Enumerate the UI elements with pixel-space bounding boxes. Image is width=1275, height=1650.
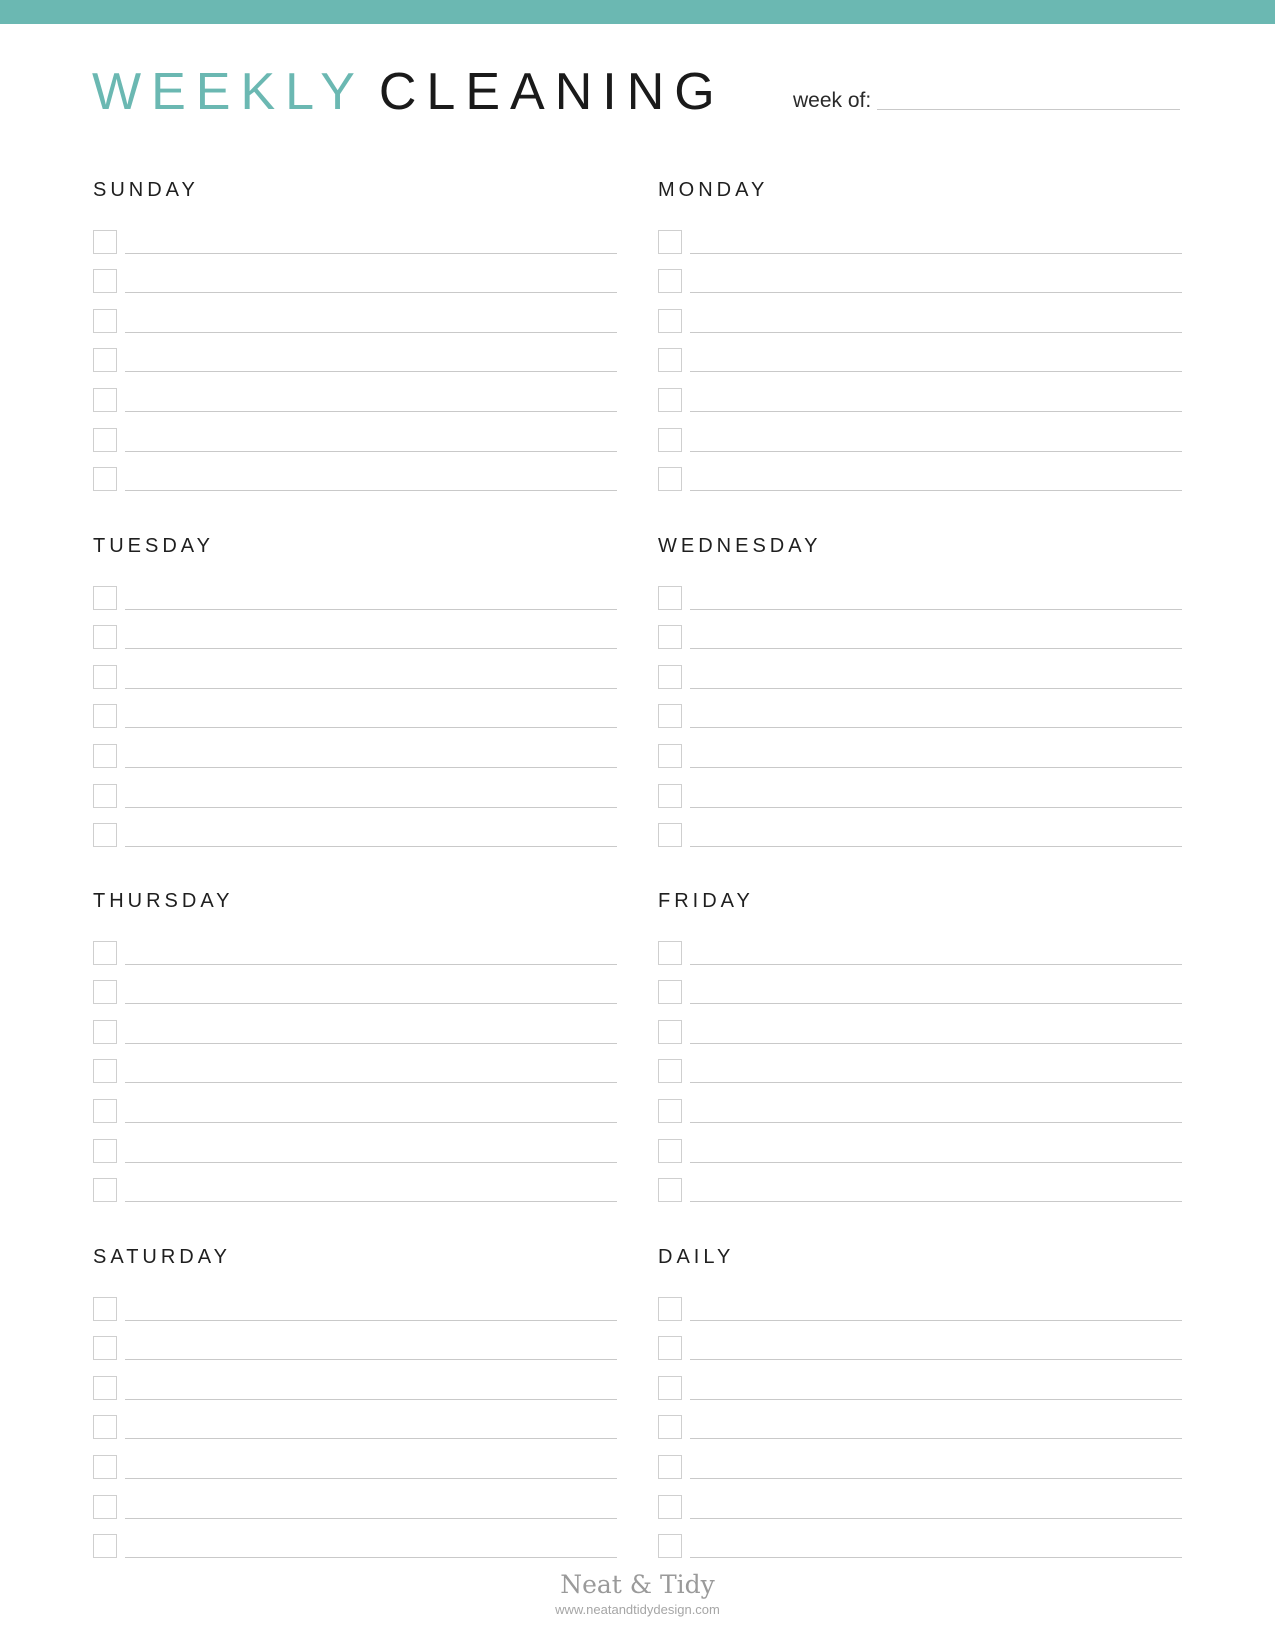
task-line-input[interactable] — [690, 451, 1182, 452]
task-line-input[interactable] — [690, 411, 1182, 412]
task-row — [658, 732, 1182, 772]
checkbox[interactable] — [658, 625, 682, 649]
task-row — [93, 929, 617, 969]
checkbox[interactable] — [93, 1336, 117, 1360]
task-line-input[interactable] — [690, 332, 1182, 333]
task-line-input[interactable] — [125, 1399, 617, 1400]
task-line-input[interactable] — [690, 292, 1182, 293]
checkbox[interactable] — [93, 269, 117, 293]
task-line-input[interactable] — [125, 1082, 617, 1083]
checkbox[interactable] — [658, 348, 682, 372]
checkbox[interactable] — [658, 941, 682, 965]
task-line-input[interactable] — [125, 1518, 617, 1519]
task-line-input[interactable] — [690, 648, 1182, 649]
task-line-input[interactable] — [125, 1438, 617, 1439]
footer-brand: Neat & Tidy — [560, 1570, 715, 1599]
section-saturday — [93, 1245, 617, 1562]
top-accent-bar — [0, 0, 1275, 24]
section-title: SATURDAY — [93, 1246, 231, 1268]
task-line-input[interactable] — [690, 964, 1182, 965]
task-row — [93, 614, 617, 654]
task-line-input[interactable] — [690, 371, 1182, 372]
task-line-input[interactable] — [690, 253, 1182, 254]
week-of-field — [793, 88, 1180, 114]
task-list — [658, 929, 1182, 1206]
checkbox[interactable] — [658, 586, 682, 610]
week-of-label: week of: — [793, 89, 872, 112]
task-line-input[interactable] — [125, 451, 617, 452]
task-line-input[interactable] — [125, 846, 617, 847]
task-row — [658, 693, 1182, 733]
checkbox[interactable] — [93, 941, 117, 965]
task-line-input[interactable] — [690, 688, 1182, 689]
task-row — [93, 297, 617, 337]
task-line-input[interactable] — [125, 727, 617, 728]
checkbox[interactable] — [93, 586, 117, 610]
task-row — [658, 1364, 1182, 1404]
task-line-input[interactable] — [125, 1043, 617, 1044]
section-monday — [658, 178, 1182, 495]
checkbox[interactable] — [93, 467, 117, 491]
task-list — [658, 574, 1182, 851]
task-row — [93, 1483, 617, 1523]
task-row — [93, 812, 617, 852]
checkbox[interactable] — [658, 980, 682, 1004]
task-line-input[interactable] — [690, 1557, 1182, 1558]
checkbox[interactable] — [93, 1415, 117, 1439]
task-row — [658, 1167, 1182, 1207]
task-list — [93, 218, 617, 495]
task-row — [93, 1087, 617, 1127]
task-row — [93, 1404, 617, 1444]
task-line-input[interactable] — [125, 490, 617, 491]
task-row — [658, 653, 1182, 693]
task-row — [658, 1048, 1182, 1088]
task-list — [658, 1285, 1182, 1562]
task-row — [658, 1404, 1182, 1444]
checkbox[interactable] — [658, 744, 682, 768]
checkbox[interactable] — [93, 665, 117, 689]
task-line-input[interactable] — [125, 332, 617, 333]
task-line-input[interactable] — [125, 767, 617, 768]
task-line-input[interactable] — [125, 1003, 617, 1004]
task-row — [93, 693, 617, 733]
task-row — [658, 376, 1182, 416]
task-line-input[interactable] — [125, 1162, 617, 1163]
checkbox[interactable] — [658, 1534, 682, 1558]
checkbox[interactable] — [93, 1059, 117, 1083]
checkbox[interactable] — [658, 665, 682, 689]
task-line-input[interactable] — [125, 371, 617, 372]
task-row — [93, 456, 617, 496]
checkbox[interactable] — [93, 1020, 117, 1044]
page-title — [92, 62, 725, 122]
checkbox[interactable] — [658, 230, 682, 254]
checkbox[interactable] — [658, 1059, 682, 1083]
task-row — [93, 1285, 617, 1325]
checkbox[interactable] — [658, 1178, 682, 1202]
task-row — [658, 456, 1182, 496]
task-line-input[interactable] — [690, 727, 1182, 728]
task-row — [93, 1325, 617, 1365]
task-line-input[interactable] — [690, 1438, 1182, 1439]
section-daily — [658, 1245, 1182, 1562]
checkbox[interactable] — [658, 269, 682, 293]
task-line-input[interactable] — [125, 609, 617, 610]
checkbox[interactable] — [658, 1297, 682, 1321]
checkbox[interactable] — [93, 1455, 117, 1479]
task-row — [658, 1483, 1182, 1523]
section-title: WEDNESDAY — [658, 535, 822, 557]
task-line-input[interactable] — [690, 1082, 1182, 1083]
task-line-input[interactable] — [690, 1122, 1182, 1123]
task-line-input[interactable] — [125, 1359, 617, 1360]
task-row — [658, 574, 1182, 614]
checkbox[interactable] — [658, 1376, 682, 1400]
checkbox[interactable] — [658, 428, 682, 452]
task-row — [658, 1325, 1182, 1365]
task-line-input[interactable] — [690, 1320, 1182, 1321]
checkbox[interactable] — [93, 784, 117, 808]
task-row — [93, 574, 617, 614]
task-row — [93, 653, 617, 693]
task-line-input[interactable] — [690, 609, 1182, 610]
section-tuesday — [93, 534, 617, 851]
task-line-input[interactable] — [690, 1162, 1182, 1163]
task-row — [658, 258, 1182, 298]
checkbox[interactable] — [93, 309, 117, 333]
task-row — [658, 1523, 1182, 1563]
checkbox[interactable] — [93, 1099, 117, 1123]
task-row — [658, 812, 1182, 852]
task-line-input[interactable] — [690, 1518, 1182, 1519]
task-row — [93, 376, 617, 416]
task-row — [93, 1443, 617, 1483]
task-list — [93, 929, 617, 1206]
task-row — [93, 416, 617, 456]
task-row — [658, 1285, 1182, 1325]
task-row — [658, 929, 1182, 969]
section-title: THURSDAY — [93, 890, 234, 912]
task-row — [658, 1008, 1182, 1048]
task-line-input[interactable] — [125, 253, 617, 254]
task-list — [658, 218, 1182, 495]
task-line-input[interactable] — [690, 1359, 1182, 1360]
section-wednesday — [658, 534, 1182, 851]
task-row — [93, 258, 617, 298]
section-thursday — [93, 889, 617, 1206]
checkbox[interactable] — [93, 428, 117, 452]
checkbox[interactable] — [93, 1495, 117, 1519]
task-line-input[interactable] — [690, 1201, 1182, 1202]
checkbox[interactable] — [658, 1495, 682, 1519]
task-row — [93, 337, 617, 377]
section-friday — [658, 889, 1182, 1206]
checkbox[interactable] — [93, 744, 117, 768]
checkbox[interactable] — [658, 1139, 682, 1163]
task-row — [93, 1127, 617, 1167]
task-row — [93, 1008, 617, 1048]
task-row — [93, 1364, 617, 1404]
task-line-input[interactable] — [125, 648, 617, 649]
task-line-input[interactable] — [125, 1320, 617, 1321]
task-list — [93, 1285, 617, 1562]
checkbox[interactable] — [93, 704, 117, 728]
task-line-input[interactable] — [125, 807, 617, 808]
task-line-input[interactable] — [125, 964, 617, 965]
checkbox[interactable] — [93, 388, 117, 412]
task-line-input[interactable] — [690, 767, 1182, 768]
task-row — [93, 1523, 617, 1563]
checkbox[interactable] — [93, 1297, 117, 1321]
task-row — [93, 732, 617, 772]
checkbox[interactable] — [658, 823, 682, 847]
checkbox[interactable] — [658, 388, 682, 412]
task-line-input[interactable] — [690, 1399, 1182, 1400]
checkbox[interactable] — [93, 1178, 117, 1202]
section-sunday — [93, 178, 617, 495]
section-title: DAILY — [658, 1246, 735, 1268]
checkbox[interactable] — [658, 704, 682, 728]
task-row — [93, 218, 617, 258]
task-line-input[interactable] — [690, 1003, 1182, 1004]
task-line-input[interactable] — [125, 1122, 617, 1123]
checkbox[interactable] — [658, 1415, 682, 1439]
section-title: FRIDAY — [658, 890, 754, 912]
task-line-input[interactable] — [690, 490, 1182, 491]
title-main: CLEANING — [378, 63, 725, 121]
task-line-input[interactable] — [125, 1201, 617, 1202]
task-row — [658, 337, 1182, 377]
task-row — [658, 218, 1182, 258]
checkbox[interactable] — [93, 1139, 117, 1163]
title-accent: WEEKLY — [92, 63, 365, 121]
checkbox[interactable] — [658, 467, 682, 491]
checkbox[interactable] — [658, 784, 682, 808]
task-line-input[interactable] — [690, 807, 1182, 808]
checkbox[interactable] — [658, 309, 682, 333]
task-row — [658, 1087, 1182, 1127]
checkbox[interactable] — [658, 1455, 682, 1479]
checkbox[interactable] — [93, 980, 117, 1004]
task-line-input[interactable] — [125, 292, 617, 293]
task-row — [658, 297, 1182, 337]
checkbox[interactable] — [93, 625, 117, 649]
task-row — [658, 614, 1182, 654]
task-line-input[interactable] — [690, 1478, 1182, 1479]
checkbox[interactable] — [93, 1376, 117, 1400]
week-of-input[interactable] — [877, 109, 1180, 110]
section-title: SUNDAY — [93, 179, 199, 201]
checkbox[interactable] — [93, 823, 117, 847]
task-row — [93, 1048, 617, 1088]
task-row — [93, 1167, 617, 1207]
task-row — [93, 772, 617, 812]
checkbox[interactable] — [93, 348, 117, 372]
task-line-input[interactable] — [125, 411, 617, 412]
checkbox[interactable] — [658, 1020, 682, 1044]
task-line-input[interactable] — [125, 688, 617, 689]
footer-url: www.neatandtidydesign.com — [555, 1602, 720, 1617]
task-line-input[interactable] — [690, 1043, 1182, 1044]
task-row — [658, 1443, 1182, 1483]
task-list — [93, 574, 617, 851]
task-row — [93, 969, 617, 1009]
task-row — [658, 772, 1182, 812]
task-line-input[interactable] — [690, 846, 1182, 847]
section-title: TUESDAY — [93, 535, 214, 557]
section-title: MONDAY — [658, 179, 769, 201]
task-row — [658, 1127, 1182, 1167]
checkbox[interactable] — [658, 1099, 682, 1123]
task-row — [658, 416, 1182, 456]
task-row — [658, 969, 1182, 1009]
checkbox[interactable] — [93, 1534, 117, 1558]
checkbox[interactable] — [658, 1336, 682, 1360]
task-line-input[interactable] — [125, 1557, 617, 1558]
task-line-input[interactable] — [125, 1478, 617, 1479]
checkbox[interactable] — [93, 230, 117, 254]
